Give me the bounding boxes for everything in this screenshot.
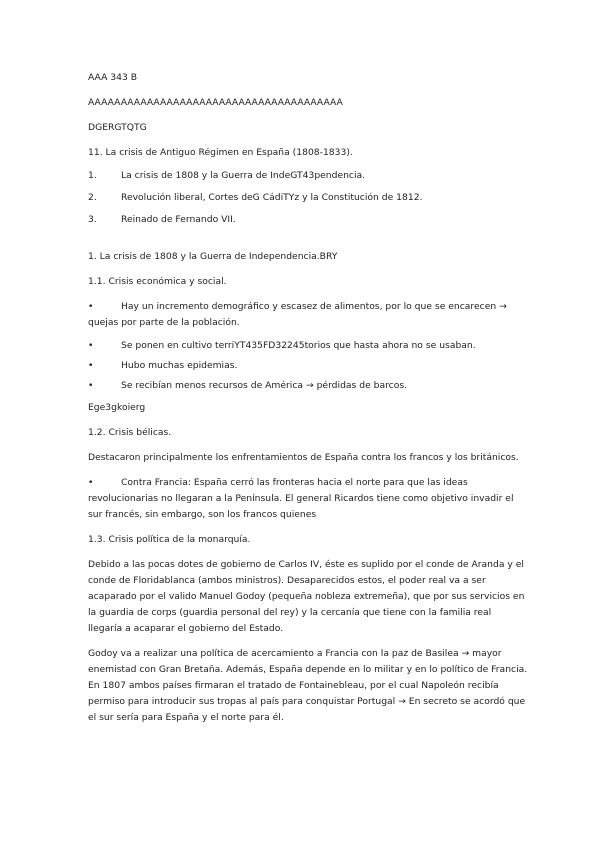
bullet-mark: • (88, 360, 94, 371)
outline-number: 3. (88, 214, 97, 225)
outline-text: Revolución liberal, Cortes deG CádiTYz y la Constitución de 1812. (121, 192, 423, 203)
outline-text: Reinado de Fernando VII. (121, 214, 236, 225)
bullet-item (88, 475, 528, 523)
bullet-text: Contra Francia: España cerró las fronteras hacia el norte para que las ideas revolucionarias no llegaran a la Península. El general Ricardos tiene como objetivo invadir el sur francés, sin embargo, son los francos quienes (88, 477, 514, 520)
subsection-1-2-intro: Destacaron principalmente los enfrentamientos de España contra los francos y los británicos. (88, 452, 519, 463)
bullet-text: Hubo muchas epidemias. (121, 360, 238, 371)
outline-item (88, 214, 528, 225)
bullet-item (88, 340, 528, 351)
bullet-text: Hay un incremento demográfico y escasez de alimentos, por lo que se encarecen → quejas por parte de la población. (88, 301, 507, 328)
bullet-text: Se recibían menos recursos de América → pérdidas de barcos. (121, 380, 408, 391)
outline-item (88, 170, 528, 181)
outline-number: 1. (88, 170, 97, 181)
subsection-1-2-heading: 1.2. Crisis bélicas. (88, 427, 172, 438)
bullet-mark: • (88, 477, 94, 488)
paragraph: Godoy va a realizar una política de acercamiento a Francia con la paz de Basilea → mayor enemistad con Gran Bretaña. Además, España depende en lo militar y en lo político de Francia. En 1807 ambos países firmaran el tratado de Fontainebleau, por el cual Napoleón recibía permiso para introducir sus tropas al país para conquistar Portugal → En secreto se acordó que el sur sería para España y el norte para él. (88, 648, 528, 723)
stray-text: Ege3gkoierg (88, 402, 146, 413)
bullet-item (88, 380, 528, 391)
bullet-text: Se ponen en cultivo terriYT435FD32245torios que hasta ahora no se usaban. (121, 340, 476, 351)
bullet-mark: • (88, 340, 94, 351)
outline-item (88, 192, 528, 203)
document-page (88, 70, 528, 735)
bullet-item (88, 299, 528, 331)
subsection-1-3-heading: 1.3. Crisis política de la monarquía. (88, 534, 251, 545)
doc-line-2: AAAAAAAAAAAAAAAAAAAAAAAAAAAAAAAAAAAAAAA (88, 97, 343, 108)
paragraph: Debido a las pocas dotes de gobierno de Carlos IV, éste es suplido por el conde de Aranda y el conde de Floridablanca (ambos ministros). Desaparecidos estos, el poder real va a ser acaparado por el valido Manuel Godoy (pequeña nobleza extremeña), que por sus servicios en la guardia de corps (guardia personal del rey) y la cercanía que tiene con la familia real llegaría a acaparar el gobierno del Estado. (88, 559, 525, 634)
doc-line-3: DGERGTQTG (88, 122, 147, 133)
bullet-item (88, 360, 528, 371)
doc-line-1: AAA 343 B (88, 72, 138, 83)
outline-number: 2. (88, 192, 97, 203)
bullet-mark: • (88, 380, 94, 391)
bullet-mark: • (88, 301, 94, 312)
section-1-heading: 1. La crisis de 1808 y la Guerra de Independencia.BRY (88, 251, 338, 262)
chapter-title: 11. La crisis de Antiguo Régimen en España (1808-1833). (88, 147, 353, 158)
subsection-1-1-heading: 1.1. Crisis económica y social. (88, 276, 227, 287)
outline-text: La crisis de 1808 y la Guerra de IndeGT43pendencia. (121, 170, 366, 181)
